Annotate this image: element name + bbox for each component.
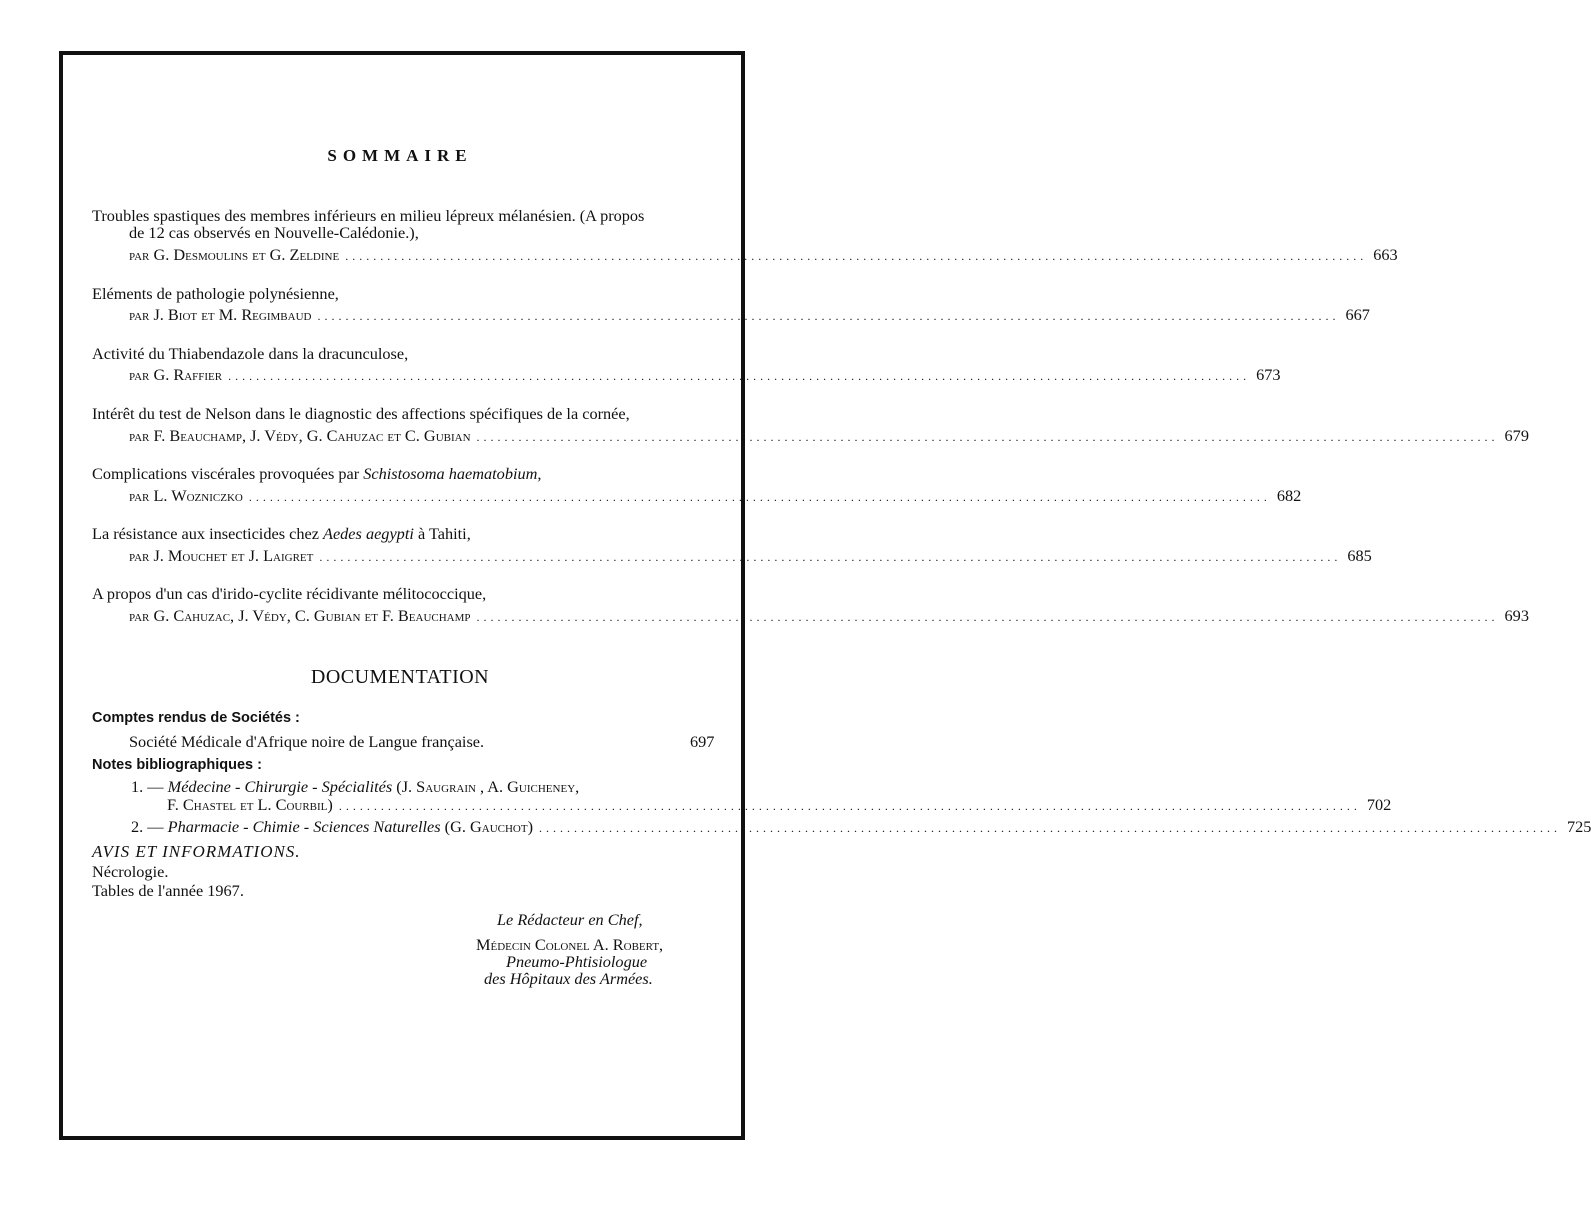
entry-2-page: 667 bbox=[1345, 305, 1370, 324]
note-1-line1 bbox=[131, 778, 579, 796]
signature-name: Médecin Colonel A. Robert, bbox=[476, 935, 664, 954]
entry-2-author-line bbox=[129, 305, 1370, 325]
note-2-lead bbox=[131, 817, 533, 837]
note-1-line2 bbox=[167, 795, 1392, 815]
dot-leader: .................................................................................................................................................. bbox=[248, 490, 1271, 504]
entry-7-title: A propos d'un cas d'irido-cyclite récidivante mélitococcique, bbox=[92, 584, 487, 603]
comptes-rendus-heading: Comptes rendus de Sociétés : bbox=[92, 710, 300, 726]
dot-leader: .................................................................................................................................................. bbox=[345, 249, 1368, 263]
entry-5-page: 682 bbox=[1276, 486, 1302, 505]
entry-2-authors: par J. Biot et M. Regimbaud bbox=[129, 305, 312, 324]
entry-1-author-line bbox=[129, 245, 1398, 265]
entry-6-authors: par J. Mouchet et J. Laigret bbox=[129, 546, 314, 565]
entry-3-page: 673 bbox=[1256, 365, 1281, 384]
entry-3-author-line bbox=[129, 365, 1281, 385]
entry-6-title bbox=[92, 525, 471, 543]
dot-leader: .................................................................................................................................................. bbox=[228, 369, 1251, 383]
entry-7-page: 693 bbox=[1504, 606, 1529, 625]
signature-title-1: Pneumo-Phtisiologue bbox=[506, 952, 648, 971]
comptes-rendus-item: Société Médicale d'Afrique noire de Langue française. bbox=[129, 732, 485, 751]
dot-leader: .................................................................................................................................................. bbox=[338, 799, 1361, 813]
entry-6-title-after: à Tahiti, bbox=[413, 524, 471, 543]
signature-title-2: des Hôpitaux des Armées. bbox=[484, 969, 653, 988]
signature-role: Le Rédacteur en Chef, bbox=[497, 910, 643, 929]
entry-6-author-line bbox=[129, 546, 1372, 566]
dot-leader: .................................................................................................................................................. bbox=[539, 821, 1562, 835]
avis-heading: AVIS ET INFORMATIONS. bbox=[92, 842, 301, 861]
entry-6-title-plain: La résistance aux insecticides chez bbox=[92, 524, 323, 543]
entry-4-author-line bbox=[129, 426, 1529, 446]
entry-1-title-line1: Troubles spastiques des membres inférieurs en milieu lépreux mélanésien. (A propos bbox=[92, 206, 645, 225]
entry-5-title bbox=[92, 465, 541, 483]
entry-1-page: 663 bbox=[1373, 245, 1398, 264]
entry-6-title-italic: Aedes aegypti bbox=[323, 524, 414, 543]
note-2-authors: (G. Gauchot) bbox=[444, 817, 534, 836]
necrologie: Nécrologie. bbox=[92, 862, 169, 881]
page-title: SOMMAIRE bbox=[327, 146, 473, 165]
entry-6-page: 685 bbox=[1347, 546, 1372, 565]
note-1-authors-a: (J. Saugrain , A. Guicheney, bbox=[396, 777, 580, 796]
dot-leader: .................................................................................................................................................. bbox=[476, 430, 1499, 444]
entry-1-title-line2: de 12 cas observés en Nouvelle-Calédonie.), bbox=[129, 223, 419, 242]
note-2-number: 2. — bbox=[131, 817, 164, 836]
entry-1-authors: par G. Desmoulins et G. Zeldine bbox=[129, 245, 340, 264]
note-1-number: 1. — bbox=[131, 777, 164, 796]
dot-leader: .................................................................................................................................................. bbox=[319, 550, 1342, 564]
entry-3-title: Activité du Thiabendazole dans la dracunculose, bbox=[92, 344, 409, 363]
entry-4-authors: par F. Beauchamp, J. Védy, G. Cahuzac et C. Gubian bbox=[129, 426, 471, 445]
entry-5-authors: par L. Wozniczko bbox=[129, 486, 243, 505]
dot-leader: .................................................................................................................................................. bbox=[476, 610, 1499, 624]
entry-5-author-line bbox=[129, 486, 1302, 506]
entry-5-title-italic: Schistosoma haematobium, bbox=[363, 464, 542, 483]
entry-2-title: Eléments de pathologie polynésienne, bbox=[92, 284, 339, 303]
comptes-rendus-page: 697 bbox=[690, 732, 715, 751]
entry-7-author-line bbox=[129, 606, 1529, 626]
note-2-title: Pharmacie - Chimie - Sciences Naturelles bbox=[167, 817, 441, 836]
tables-annee: Tables de l'année 1967. bbox=[92, 881, 244, 900]
note-1-authors-b: F. Chastel et L. Courbil) bbox=[167, 795, 333, 814]
dot-leader: .................................................................................................................................................. bbox=[317, 309, 1340, 323]
note-1-page: 702 bbox=[1366, 795, 1392, 814]
note-2-page: 725 bbox=[1567, 817, 1591, 836]
entry-5-title-plain: Complications viscérales provoquées par bbox=[92, 464, 364, 483]
entry-4-page: 679 bbox=[1504, 426, 1529, 445]
documentation-heading: DOCUMENTATION bbox=[310, 666, 490, 688]
note-2-line bbox=[131, 817, 1591, 837]
entry-7-authors: par G. Cahuzac, J. Védy, C. Gubian et F. Beauchamp bbox=[129, 606, 471, 625]
entry-4-title: Intérêt du test de Nelson dans le diagnostic des affections spécifiques de la cornée, bbox=[92, 404, 630, 423]
note-1-title: Médecine - Chirurgie - Spécialités bbox=[167, 777, 393, 796]
notes-heading: Notes bibliographiques : bbox=[92, 757, 262, 773]
entry-3-authors: par G. Raffier bbox=[129, 365, 223, 384]
